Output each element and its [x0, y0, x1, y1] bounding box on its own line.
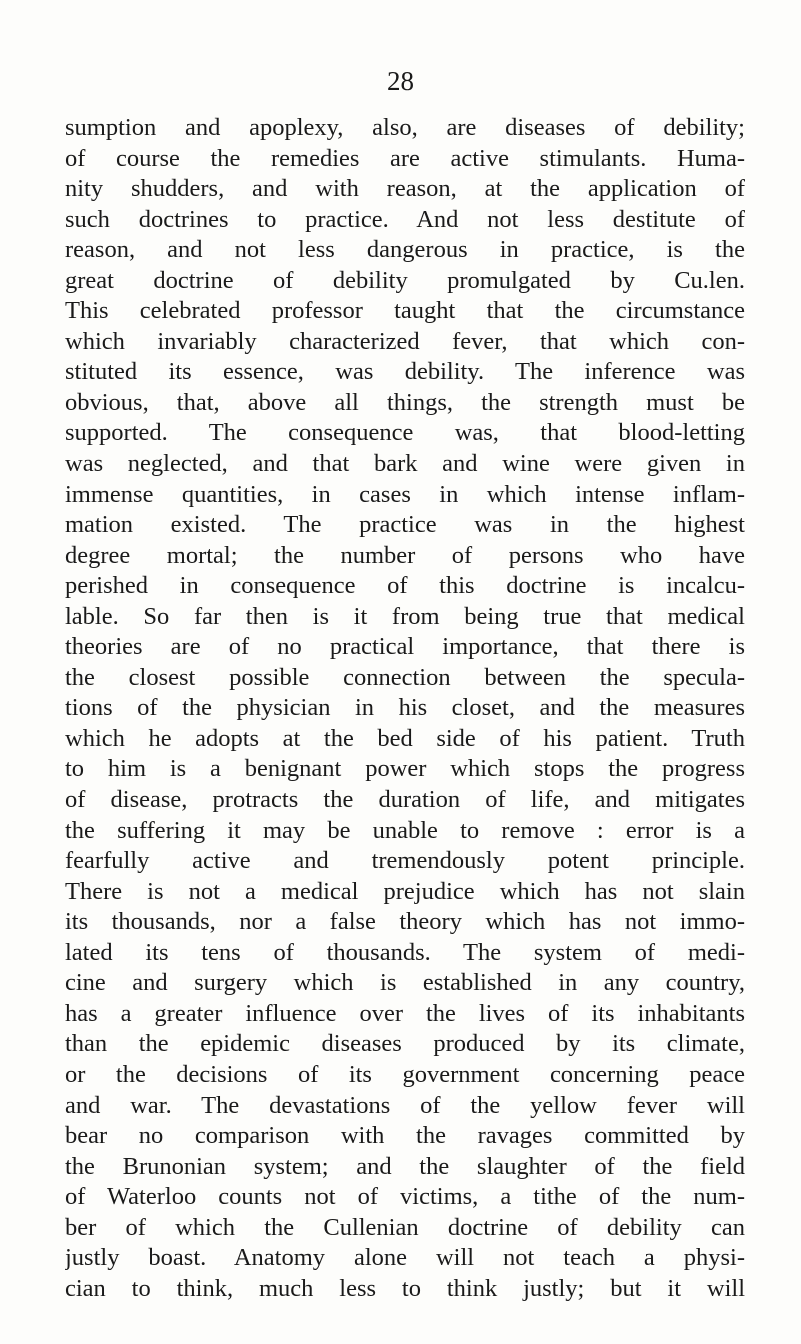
text-line: supported. The consequence was, that blood-letting — [65, 419, 745, 447]
text-line: cine and surgery which is established in any country, — [65, 969, 745, 997]
text-line: tions of the physician in his closet, and the measures — [65, 694, 745, 722]
text-line: mation existed. The practice was in the highest — [65, 511, 745, 539]
text-line: of disease, protracts the duration of life, and mitigates — [65, 786, 745, 814]
text-line: lable. So far then is it from being true that medical — [65, 602, 745, 630]
text-line: great doctrine of debility promulgated by Cu.len. — [65, 266, 745, 294]
text-line: sumption and apoplexy, also, are diseases of debility; — [65, 114, 745, 141]
text-line: of course the remedies are active stimulants. Huma- — [65, 144, 745, 172]
text-line: which he adopts at the bed side of his patient. Truth — [65, 724, 745, 752]
text-line: fearfully active and tremendously potent principle. — [65, 847, 745, 875]
text-line: theories are of no practical importance, that there is — [65, 633, 745, 661]
text-line: stituted its essence, was debility. The inference was — [65, 358, 745, 386]
body-text — [65, 113, 745, 1304]
text-line: There is not a medical prejudice which has not slain — [65, 877, 745, 905]
text-line: such doctrines to practice. And not less destitute of — [65, 205, 745, 233]
text-line: bear no comparison with the ravages committed by — [65, 1122, 745, 1150]
text-line: was neglected, and that bark and wine were given in — [65, 450, 745, 478]
text-line: immense quantities, in cases in which intense inflam- — [65, 480, 745, 508]
text-line: justly boast. Anatomy alone will not teach a physi- — [65, 1244, 745, 1272]
text-line: ber of which the Cullenian doctrine of debility can — [65, 1213, 745, 1241]
text-line: has a greater influence over the lives of its inhabitants — [65, 999, 745, 1027]
text-line: the Brunonian system; and the slaughter of the field — [65, 1152, 745, 1180]
text-line: or the decisions of its government concerning peace — [65, 1060, 745, 1088]
text-line: of Waterloo counts not of victims, a tithe of the num- — [65, 1183, 745, 1211]
text-line: reason, and not less dangerous in practice, is the — [65, 236, 745, 264]
page-number: 28 — [387, 66, 414, 96]
text-line: nity shudders, and with reason, at the application of — [65, 175, 745, 203]
text-line: the closest possible connection between the specula- — [65, 663, 745, 691]
text-line: perished in consequence of this doctrine is incalcu- — [65, 572, 745, 600]
text-line: than the epidemic diseases produced by its climate, — [65, 1030, 745, 1058]
text-line: the suffering it may be unable to remove : error is a — [65, 816, 745, 844]
text-line: to him is a benignant power which stops the progress — [65, 755, 745, 783]
text-line: This celebrated professor taught that the circumstance — [65, 297, 745, 325]
text-line: which invariably characterized fever, that which con- — [65, 327, 745, 355]
text-line: obvious, that, above all things, the strength must be — [65, 388, 745, 416]
text-line: and war. The devastations of the yellow fever will — [65, 1091, 745, 1119]
text-line: lated its tens of thousands. The system of medi- — [65, 938, 745, 966]
text-line: its thousands, nor a false theory which has not immo- — [65, 908, 745, 936]
text-line: degree mortal; the number of persons who have — [65, 541, 745, 569]
text-line: cian to think, much less to think justly; but it will — [65, 1274, 745, 1302]
